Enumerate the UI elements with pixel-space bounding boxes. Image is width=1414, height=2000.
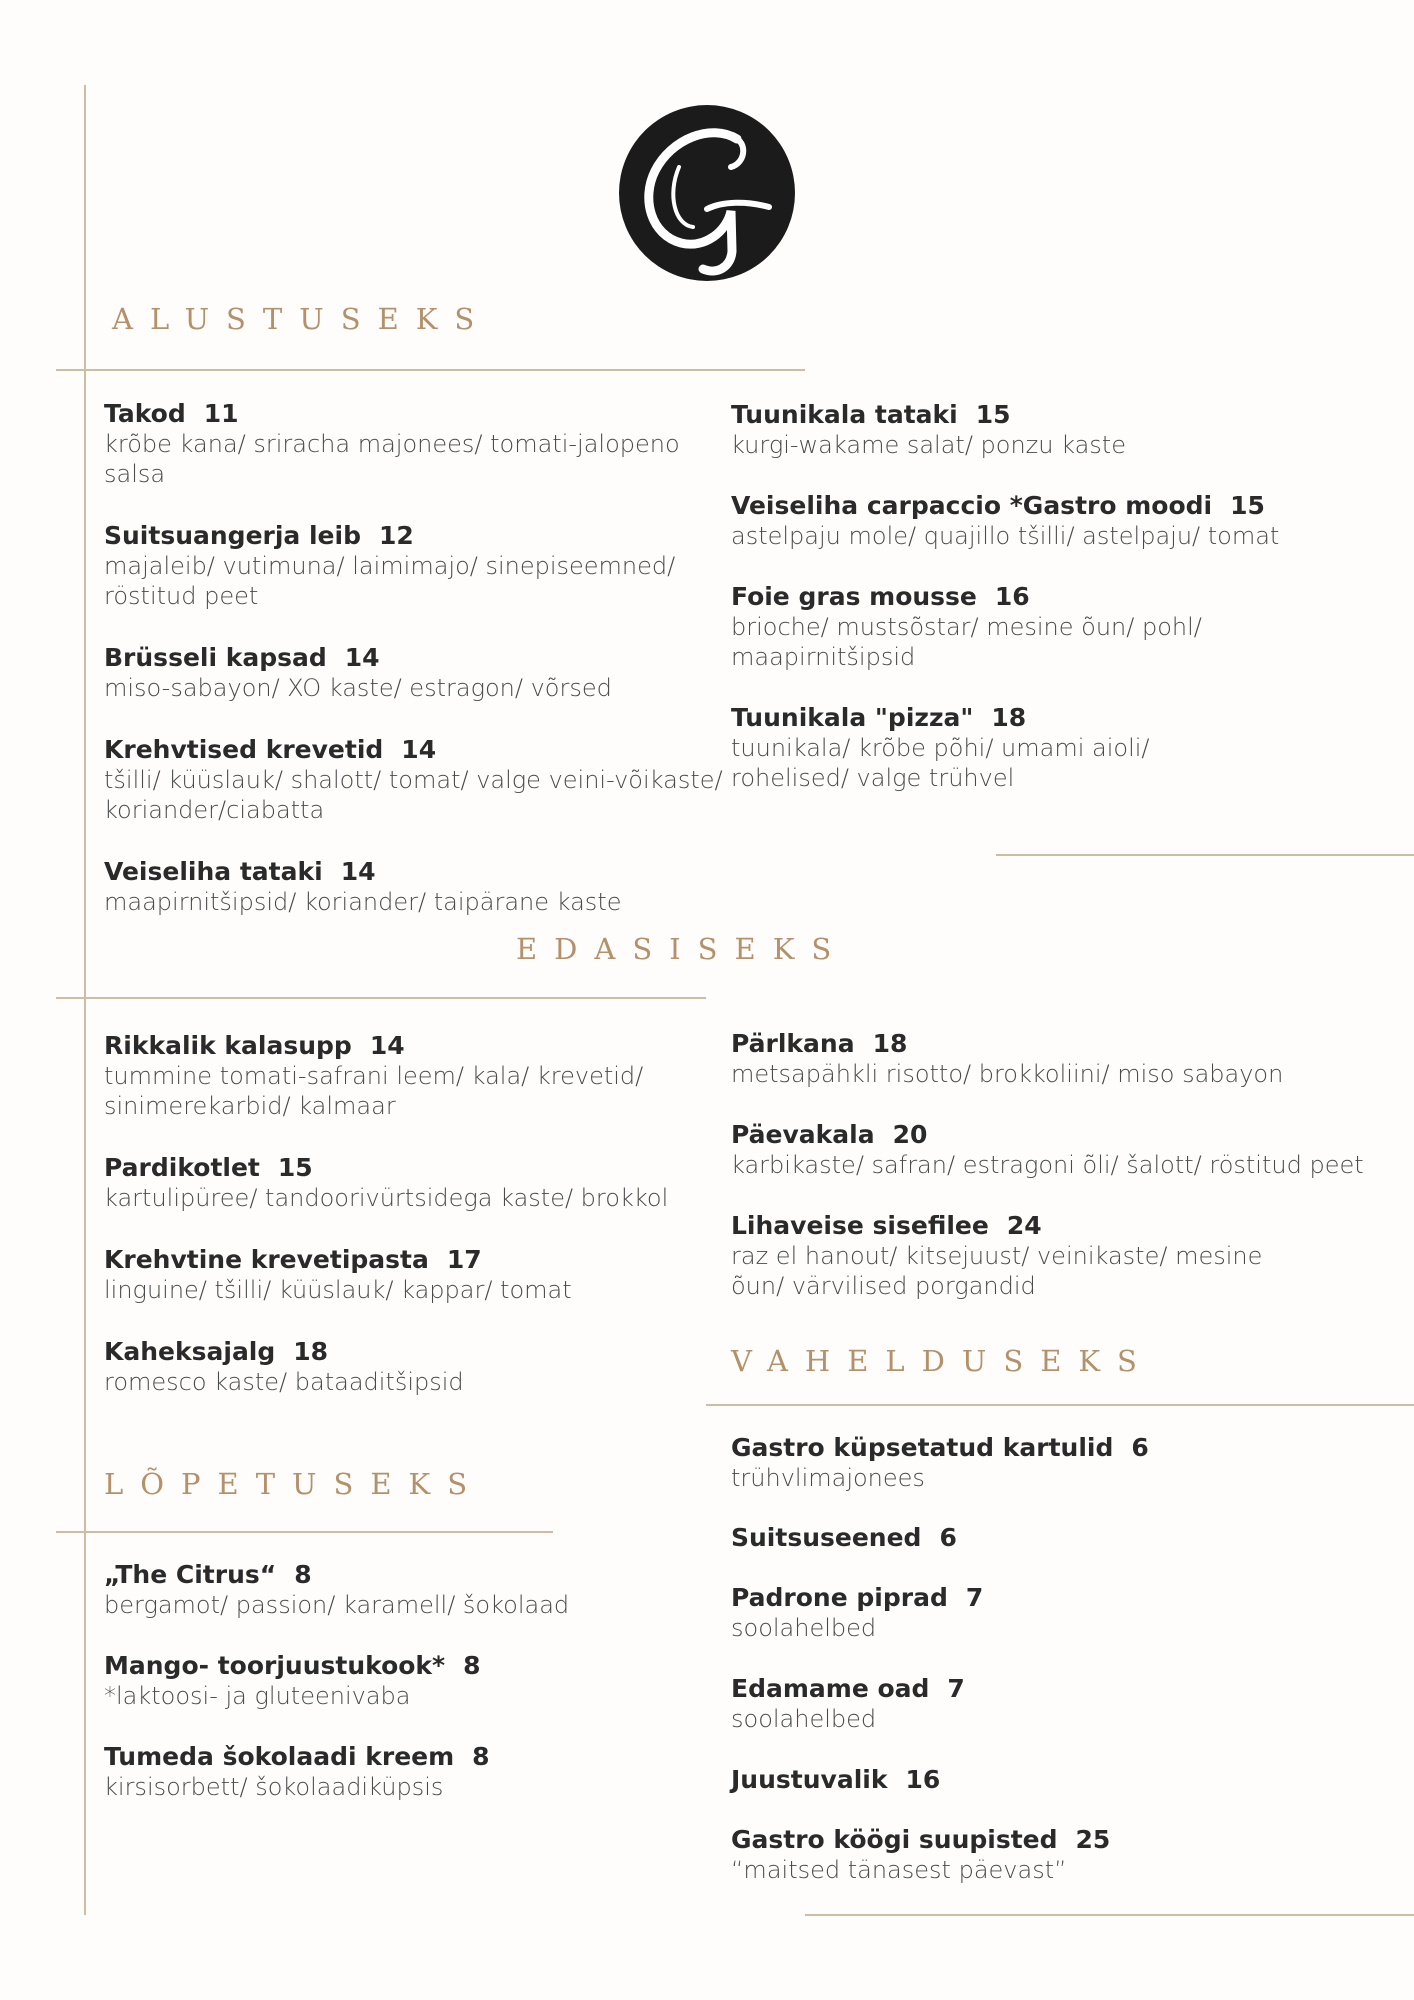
item-description: bergamot/ passion/ karamell/ šokolaad — [104, 1591, 570, 1619]
menu-item — [104, 399, 744, 489]
edasiseks-right-column — [731, 1029, 1391, 1301]
item-name: „The Citrus“ — [104, 1560, 277, 1589]
item-name: Suitsuseened — [731, 1523, 922, 1552]
item-price: 7 — [965, 1583, 984, 1612]
menu-item — [104, 735, 744, 825]
item-description: linguine/ tšilli/ küüslauk/ kappar/ tomat — [104, 1276, 572, 1304]
item-description: kirsisorbett/ šokolaadiküpsis — [104, 1773, 444, 1801]
menu-item — [104, 1245, 744, 1305]
item-price: 18 — [293, 1337, 329, 1366]
section-title-alustuseks: ALUSTUSEKS — [112, 302, 492, 336]
section-title-lopetuseks: LÕPETUSEKS — [104, 1467, 485, 1501]
item-description: miso-sabayon/ XO kaste/ estragon/ võrsed — [104, 674, 612, 702]
item-description: maapirnitšipsid/ koriander/ taipärane kaste — [104, 888, 622, 916]
item-name: Krehvtine krevetipasta — [104, 1245, 429, 1274]
item-price: 16 — [905, 1765, 941, 1794]
item-price: 12 — [378, 521, 414, 550]
item-name: Rikkalik kalasupp — [104, 1031, 352, 1060]
divider-bottom-right — [805, 1914, 1414, 1916]
item-name: Juustuvalik — [731, 1765, 888, 1794]
menu-item — [731, 1211, 1391, 1301]
item-description: metsapähkli risotto/ brokkoliini/ miso sabayon — [731, 1060, 1284, 1088]
menu-item — [731, 1433, 1391, 1493]
lopetuseks-column — [104, 1560, 744, 1802]
menu-item — [731, 1029, 1391, 1089]
menu-item — [104, 1742, 744, 1802]
item-name: Pärlkana — [731, 1029, 855, 1058]
item-name: Suitsuangerja leib — [104, 521, 361, 550]
menu-item — [104, 521, 744, 611]
item-name: Tuunikala "pizza" — [731, 703, 974, 732]
item-name: Lihaveise sisefilee — [731, 1211, 989, 1240]
menu-item — [731, 703, 1391, 793]
item-price: 14 — [401, 735, 437, 764]
alustuseks-left-column — [104, 399, 744, 917]
item-description: majaleib/ vutimuna/ laimimajo/ sinepiseemned/ röstitud peet — [104, 552, 676, 610]
item-description: raz el hanout/ kitsejuust/ veinikaste/ mesine õun/ värvilised porgandid — [731, 1242, 1263, 1300]
item-price: 6 — [939, 1523, 957, 1552]
menu-item — [731, 1674, 1391, 1734]
divider-vahelduseks — [706, 1404, 1414, 1406]
item-price: 20 — [892, 1120, 928, 1149]
menu-item — [104, 1337, 744, 1397]
menu-item — [104, 1560, 744, 1620]
item-description: astelpaju mole/ quajillo tšilli/ astelpaju/ tomat — [731, 522, 1280, 550]
menu-item — [731, 400, 1391, 460]
item-name: Gastro köögi suupisted — [731, 1825, 1058, 1854]
divider-edasiseks — [56, 997, 706, 999]
item-name: Takod — [104, 399, 186, 428]
item-description: brioche/ mustsõstar/ mesine õun/ pohl/ maapirnitšipsid — [731, 613, 1202, 671]
item-description: soolahelbed — [731, 1614, 877, 1642]
item-name: Tuunikala tataki — [731, 400, 958, 429]
item-description: tummine tomati-safrani leem/ kala/ krevetid/ sinimerekarbid/ kalmaar — [104, 1062, 644, 1120]
item-price: 15 — [277, 1153, 313, 1182]
item-name: Tumeda šokolaadi kreem — [104, 1742, 455, 1771]
restaurant-logo — [619, 105, 795, 281]
item-description: trühvlimajonees — [731, 1464, 925, 1492]
divider-right-top — [996, 854, 1414, 856]
item-price: 14 — [369, 1031, 405, 1060]
divider-alustuseks — [56, 369, 805, 371]
item-price: 17 — [446, 1245, 482, 1274]
item-description: kartulipüree/ tandoorivürtsidega kaste/ brokkol — [104, 1184, 669, 1212]
item-price: 8 — [472, 1742, 490, 1771]
vahelduseks-column — [731, 1433, 1391, 1885]
item-price: 15 — [1230, 491, 1265, 520]
menu-item — [731, 491, 1391, 551]
section-title-edasiseks: EDASISEKS — [516, 932, 849, 966]
item-name: Mango- toorjuustukook* — [104, 1651, 446, 1680]
item-description: kurgi-wakame salat/ ponzu kaste — [731, 431, 1126, 459]
menu-item — [731, 582, 1391, 672]
item-price: 11 — [203, 399, 239, 428]
item-description: krõbe kana/ sriracha majonees/ tomati-jalopeno salsa — [104, 430, 680, 488]
item-description: tšilli/ küüslauk/ shalott/ tomat/ valge veini-võikaste/ koriander/ciabatta — [104, 766, 723, 824]
item-description: karbikaste/ safran/ estragoni õli/ šalott/ röstitud peet — [731, 1151, 1364, 1179]
item-name: Foie gras mousse — [731, 582, 977, 611]
menu-item — [104, 1153, 744, 1213]
item-name: Päevakala — [731, 1120, 875, 1149]
section-title-vahelduseks: VAHELDUSEKS — [731, 1344, 1154, 1378]
divider-lopetuseks — [56, 1531, 553, 1533]
menu-item — [731, 1825, 1391, 1885]
item-name: Veiseliha carpaccio *Gastro moodi — [731, 491, 1213, 520]
item-price: 18 — [872, 1029, 908, 1058]
edasiseks-left-column — [104, 1031, 744, 1397]
item-price: 16 — [994, 582, 1030, 611]
item-price: 8 — [294, 1560, 312, 1589]
item-name: Kaheksajalg — [104, 1337, 276, 1366]
item-name: Krehvtised krevetid — [104, 735, 384, 764]
menu-item — [731, 1523, 1391, 1553]
menu-item — [731, 1765, 1391, 1795]
item-name: Pardikotlet — [104, 1153, 260, 1182]
item-name: Edamame oad — [731, 1674, 930, 1703]
menu-item — [104, 1651, 744, 1711]
item-name: Veiseliha tataki — [104, 857, 323, 886]
item-description: soolahelbed — [731, 1705, 877, 1733]
left-border-line — [84, 85, 86, 1915]
item-price: 24 — [1006, 1211, 1042, 1240]
alustuseks-right-column — [731, 400, 1391, 793]
item-price: 8 — [463, 1651, 481, 1680]
item-price: 15 — [975, 400, 1011, 429]
menu-item — [104, 1031, 744, 1121]
item-name: Brüsseli kapsad — [104, 643, 327, 672]
item-description: romesco kaste/ bataaditšipsid — [104, 1368, 464, 1396]
item-price: 7 — [947, 1674, 965, 1703]
item-name: Padrone piprad — [731, 1583, 948, 1612]
menu-item — [731, 1583, 1391, 1643]
item-price: 18 — [991, 703, 1027, 732]
menu-item — [104, 643, 744, 703]
logo-g-monogram-icon — [619, 105, 795, 281]
item-description: “maitsed tänasest päevast” — [731, 1856, 1067, 1884]
item-price: 25 — [1075, 1825, 1111, 1854]
item-name: Gastro küpsetatud kartulid — [731, 1433, 1114, 1462]
item-description: tuunikala/ krõbe põhi/ umami aioli/ rohelised/ valge trühvel — [731, 734, 1150, 792]
item-price: 14 — [340, 857, 376, 886]
item-price: 6 — [1131, 1433, 1149, 1462]
item-price: 14 — [344, 643, 380, 672]
item-description: *laktoosi- ja gluteenivaba — [104, 1682, 411, 1710]
menu-item — [104, 857, 744, 917]
menu-item — [731, 1120, 1391, 1180]
